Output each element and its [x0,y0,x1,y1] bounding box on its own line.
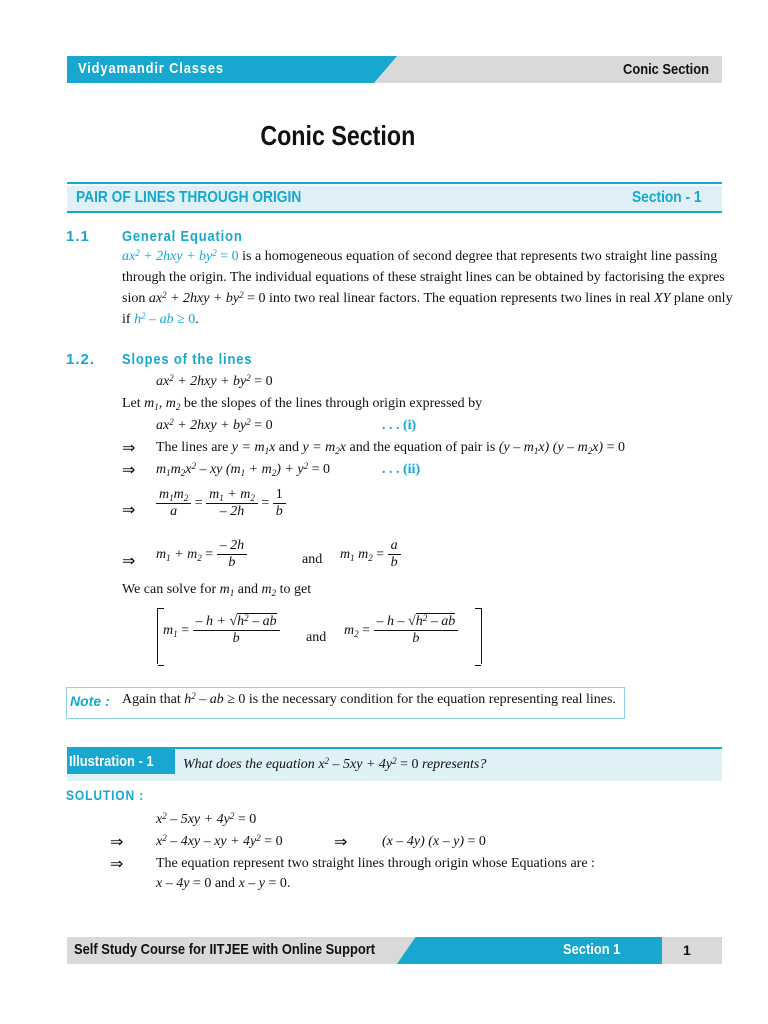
eq-ii: $m_1m_2x^2$ – xy $(m_1 + m_2) + y^2 = 0$ [156,461,330,478]
section-title: PAIR OF LINES THROUGH ORIGIN [76,189,302,206]
tag-ii: . . . (ii) [382,462,421,477]
m1-root: $m_1$ = $\frac{- h + √h^2 - ab}{b}$ [163,614,280,647]
eq-i: $ax^2 + 2hxy + by^2 = 0$ [156,417,273,433]
and-word: and [302,552,323,567]
sol-eq3: (x – 4y) (x – y) = 0 [382,834,486,849]
implies-symbol: ⇒ [122,502,136,519]
note-label: Note : [70,693,110,709]
solve-line: We can solve for $m_1$ and $m_2$ to get [122,582,312,598]
illustration-question: What does the equation $x^2 - 5xy + 4y^2 = 0$ represents? [183,756,487,772]
let-line: Let $m_1$, $m_2$ be the slopes of the lines through origin expressed by [122,396,483,412]
implies-symbol: ⇒ [110,856,124,873]
eq-general: $ax^2 + 2hxy + by^2 = 0$ [156,373,273,389]
illustration-label: Illustration - 1 [69,753,154,770]
sol-eq1: $x^2 - 5xy + 4y^2 = 0$ [156,811,257,827]
s11-line2: through the origin. The individual equations of these straight lines can be obtained by factorising the expres [122,270,725,285]
s12-number: 1.2. [66,351,96,368]
footer-accent [397,937,662,964]
s11-number: 1.1 [66,228,90,245]
m2-root: $m_2$ = $\frac{- h - √h^2 - ab}{b}$ [344,614,458,647]
note-text: Again that $h^2$ – ab ≥ 0 is the necessary condition for the equation representing real lines. [122,691,616,707]
implies-symbol: ⇒ [122,553,136,570]
s11-heading: General Equation [122,228,243,245]
sol-line4: x – 4y = 0 and x – y = 0. [156,876,291,891]
footer-course: Self Study Course for IITJEE with Online Support [74,941,376,958]
sol-line3: The equation represent two straight lines through origin whose Equations are : [156,856,595,871]
and-word-2: and [306,630,327,645]
footer-section: Section 1 [563,941,621,958]
sum-eq: $m_1 + m_2$ = $\frac{- 2h}{b}$ [156,538,247,571]
header-chapter: Conic Section [623,61,710,78]
tag-i: . . . (i) [382,418,417,433]
implies-symbol: ⇒ [122,440,136,457]
lines-eq: The lines are $y = m_1x$ and $y = m_2x$ and the equation of pair is $(y - m_1x)$ $(y - m_2x) = 0$ [156,440,625,456]
section-rule [67,182,722,184]
ratio-eq: $\frac{m_1m_2}{a}$ = $\frac{m_1 + m_2}{- 2h}$ = $\frac{1}{b}$ [156,487,286,520]
page-title: Conic Section [260,120,416,151]
implies-symbol: ⇒ [122,462,136,479]
s11-line4: if $h^2$ – ab ≥ 0. [122,311,199,327]
implies-symbol: ⇒ [334,834,348,851]
s12-heading: Slopes of the lines [122,351,253,368]
page-number: 1 [683,942,691,958]
sol-eq2: $x^2 - 4xy$ – xy + $4y^2 = 0$ [156,833,283,849]
section-label: Section - 1 [632,189,702,206]
solution-label: SOLUTION : [66,787,145,803]
product-eq: $m_1$ $m_2$ = $\frac{a}{b}$ [340,538,401,571]
s11-line1: $ax^2 + 2hxy + by^2 = 0$ is a homogeneous equation of second degree that represents two straight line passing [122,248,718,264]
s11-line3: sion $ax^2 + 2hxy + by^2 = 0$ into two real linear factors. The equation represents two lines in real XY plane only [122,290,733,306]
header-org: Vidyamandir Classes [78,60,224,77]
implies-symbol: ⇒ [110,834,124,851]
